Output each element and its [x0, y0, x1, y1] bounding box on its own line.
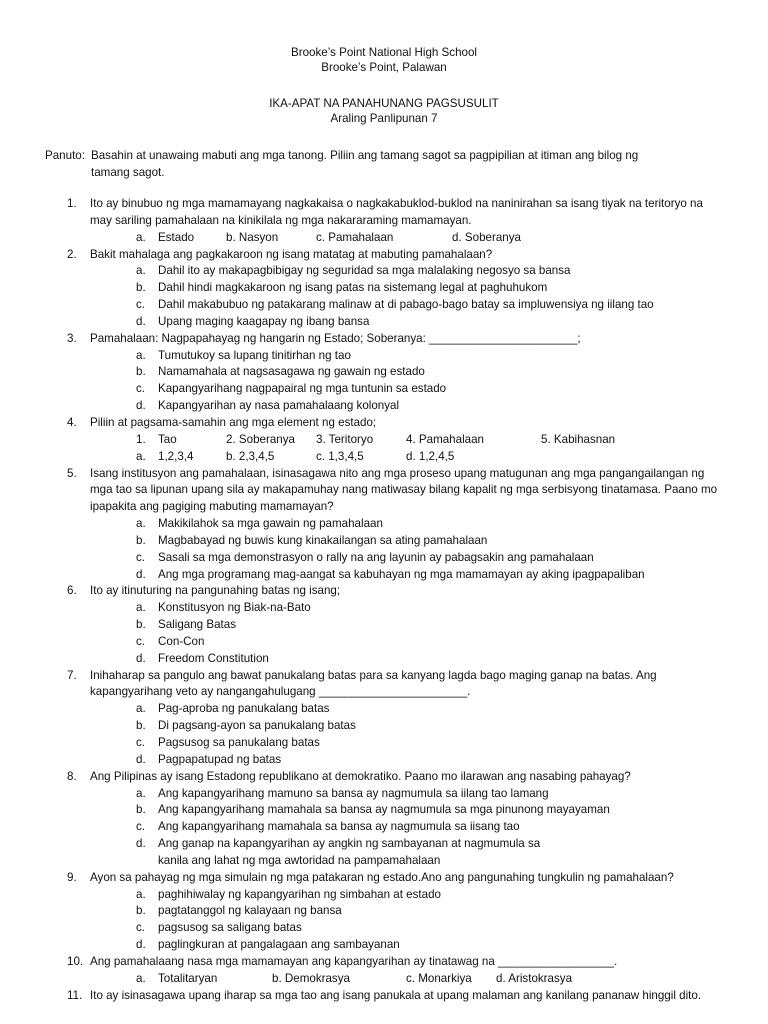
option-text: Namamahala at nagsasagawa ng gawain ng estado [158, 365, 425, 379]
option-item [0, 617, 768, 634]
question-stem: Ito ay itinuturing na pangunahing batas ng isang; [90, 584, 341, 598]
option-text: Dahil hindi magkakaroon ng isang patas na sistemang legal at paghuhukom [158, 281, 548, 295]
instructions [45, 147, 725, 181]
option-item [0, 819, 768, 836]
option-item [0, 651, 768, 668]
option-letter: d. [136, 837, 146, 851]
exam-header [0, 96, 768, 126]
option-item [0, 786, 768, 803]
question-stem: Ang pamahalaang nasa mga mamamayan ang kapangyarihan ay tinatawag na __________________. [90, 954, 618, 968]
option-c: c. Monarkiya [406, 971, 472, 985]
question-1 [0, 196, 768, 230]
option-letter: b. [136, 281, 146, 295]
option-letter: b. [136, 618, 146, 632]
option-text: Magbabayad ng buwis kung kinakailangan sa ating pamahalaan [158, 533, 488, 547]
option-letter: a. [136, 264, 146, 278]
option-letter: b. [136, 533, 146, 547]
question-number: 7. [67, 668, 77, 682]
question-number: 10. [67, 954, 84, 968]
option-item [0, 752, 768, 769]
inline-options [0, 971, 768, 988]
option-letter: a. [136, 601, 146, 615]
option-letter: b. [136, 803, 146, 817]
option-letter: b. [136, 365, 146, 379]
option-letter: a. [136, 702, 146, 716]
option-text: Ang ganap na kapangyarihan ay angkin ng sambayanan at nagmumula sa kanila ang lahat ng mga awtoridad na pampamahalaan [158, 837, 541, 867]
question-3 [0, 331, 768, 348]
option-text: Tumutukoy sa lupang tinitirhan ng tao [158, 348, 351, 362]
option-letter: b. [136, 719, 146, 733]
school-header [0, 45, 768, 75]
option-letter: a. [136, 887, 146, 901]
option-text: Pag-aproba ng panukalang batas [158, 702, 330, 716]
option-letter: a. [136, 230, 146, 244]
option-letter: d. [136, 938, 146, 952]
question-10 [0, 954, 768, 971]
option-text: Ang kapangyarihang mamuno sa bansa ay nagmumula sa iilang tao lamang [158, 786, 549, 800]
option-letter: d. [136, 651, 146, 665]
question-list [0, 196, 768, 1005]
option-text: Saligang Batas [158, 618, 236, 632]
question-stem: Inihaharap sa pangulo ang bawat panukalang batas para sa kanyang lagda bago maging ganap na batas. Ang kapangyarihang veto ay nangangahulugang _______________________. [90, 668, 657, 699]
question-stem: Isang institusyon ang pamahalaan, isinasagawa nito ang mga proseso upang matugunan ang mga pangangailangan ng mga tao sa lipunan upang sila ay makapamuhay nang matiwasay bilang kapalit ng mga serbisyong tinatamasa. Paano mo ipapakita ang pagiging mabuting mamamayan? [90, 466, 718, 514]
option-text: Kapangyarihan ay nasa pamahalaang kolonyal [158, 399, 400, 413]
option-text: Sasali sa mga demonstrasyon o rally na ang layunin ay pabagsakin ang pamahalaan [158, 550, 594, 564]
question-2 [0, 247, 768, 264]
option-item [0, 920, 768, 937]
question-9 [0, 870, 768, 887]
exam-title: IKA-APAT NA PANAHUNANG PAGSUSULIT [269, 97, 499, 110]
element-number: 1. [136, 432, 146, 446]
option-d: d. Aristokrasya [496, 971, 573, 985]
option-item [0, 634, 768, 651]
option-letter: c. [136, 550, 146, 564]
element-choices [0, 432, 768, 449]
instructions-label: Panuto: [45, 149, 85, 162]
option-text: pagsusog sa saligang batas [158, 921, 302, 935]
option-letter: c. [136, 298, 146, 312]
option-letter: a. [136, 517, 146, 531]
option-item [0, 263, 768, 280]
question-4 [0, 415, 768, 432]
option-item [0, 533, 768, 550]
question-number: 11. [67, 988, 83, 1002]
option-item [0, 567, 768, 584]
school-name: Brooke’s Point National High School [290, 46, 478, 59]
option-c: c. Pamahalaan [316, 230, 394, 244]
option-item [0, 550, 768, 567]
element-1: Tao [158, 432, 177, 446]
option-text: Konstitusyon ng Biak-na-Bato [158, 601, 311, 615]
question-5 [0, 466, 768, 517]
option-item [0, 735, 768, 752]
question-number: 6. [67, 584, 77, 598]
option-text: Pagsusog sa panukalang batas [158, 736, 320, 749]
option-item [0, 600, 768, 617]
question-8 [0, 769, 768, 786]
question-number: 2. [67, 247, 77, 261]
option-letter: d. [136, 752, 146, 766]
option-a: Totalitaryan [158, 971, 218, 985]
option-item [0, 381, 768, 398]
option-text: Di pagsang-ayon sa panukalang batas [158, 719, 356, 733]
question-stem: Piliin at pagsama-samahin ang mga element ng estado; [90, 415, 377, 429]
option-text: paghihiwalay ng kapangyarihan ng simbahan at estado [158, 887, 441, 901]
option-letter: a. [136, 449, 146, 463]
option-item [0, 398, 768, 415]
question-number: 3. [67, 331, 77, 345]
option-text: Kapangyarihang nagpapairal ng mga tuntunin sa estado [158, 382, 447, 396]
option-letter: c. [136, 736, 146, 749]
element-2: 2. Soberanya [226, 432, 295, 446]
option-item [0, 836, 568, 870]
option-text: Pagpapatupad ng batas [158, 752, 282, 766]
option-letter: c. [136, 820, 146, 834]
option-item [0, 516, 768, 533]
question-stem: Pamahalaan: Nagpapahayag ng hangarin ng Estado; Soberanya: _______________________; [90, 331, 581, 345]
option-letter: a. [136, 786, 146, 800]
option-text: pagtatanggol ng kalayaan ng bansa [158, 904, 342, 918]
option-item [0, 314, 768, 331]
option-b: b. Demokrasya [272, 971, 350, 985]
option-text: Makikilahok sa mga gawain ng pamahalaan [158, 517, 383, 531]
option-letter: d. [136, 399, 146, 413]
option-letter: a. [136, 348, 146, 362]
option-d: d. 1,2,4,5 [406, 449, 455, 463]
option-item [0, 701, 768, 718]
option-item [0, 718, 768, 735]
question-stem: Ang Pilipinas ay isang Estadong republikano at demokratiko. Paano mo ilarawan ang nasabing pahayag? [90, 769, 631, 783]
question-number: 1. [67, 197, 77, 210]
question-stem: Bakit mahalaga ang pagkakaroon ng isang matatag at mabuting pamahalaan? [90, 247, 493, 261]
option-letter: a. [136, 971, 146, 985]
option-a: Estado [158, 230, 195, 244]
option-b: b. Nasyon [226, 230, 279, 244]
option-letter: b. [136, 904, 146, 918]
option-letter: c. [136, 634, 146, 648]
option-text: Ang kapangyarihang mamahala sa bansa ay nagmumula sa mga pinunong mayayaman [158, 803, 610, 817]
option-item [0, 364, 768, 381]
question-11 [0, 988, 768, 1005]
option-text: Dahil ito ay makapagbibigay ng seguridad sa mga malalaking negosyo sa bansa [158, 264, 571, 278]
element-4: 4. Pamahalaan [406, 432, 484, 446]
question-number: 9. [67, 870, 77, 884]
option-b: b. 2,3,4,5 [226, 449, 275, 463]
question-number: 4. [67, 415, 77, 429]
option-item [0, 802, 768, 819]
option-letter: d. [136, 314, 146, 328]
option-item [0, 937, 768, 954]
option-item [0, 903, 768, 920]
option-letter: c. [136, 921, 146, 935]
option-c: c. 1,3,4,5 [316, 449, 364, 463]
inline-options [0, 230, 768, 247]
instructions-line-1: Basahin at unawaing mabuti ang mga tanong. Piliin ang tamang sagot sa pagpipilian at itiman ang bilog ng [91, 149, 639, 162]
element-5: 5. Kabihasnan [541, 432, 616, 446]
option-text: Ang kapangyarihang mamahala sa bansa ay nagmumula sa iisang tao [158, 820, 520, 834]
subject-title: Araling Panlipunan 7 [330, 112, 438, 125]
school-address: Brooke’s Point, Palawan [321, 61, 447, 74]
question-stem: Ito ay isinasagawa upang iharap sa mga tao ang isang panukala at upang malaman ang kanilang pananaw hinggil dito. [90, 988, 702, 1002]
question-stem: Ayon sa pahayag ng mga simulain ng mga patakaran ng estado.Ano ang pangunahing tungkulin ng pamahalaan? [90, 870, 674, 884]
option-letter: c. [136, 382, 146, 396]
question-stem: Ito ay binubuo ng mga mamamayang nagkakaisa o nagkakabuklod-buklod na naninirahan sa isang tiyak na teritoryo na may sariling pamahalaan na kinikilala ng mga nakararaming mamamayan. [90, 197, 703, 227]
option-letter: d. [136, 567, 146, 581]
option-item [0, 348, 768, 365]
option-text: Con-Con [158, 634, 205, 648]
instructions-line-2: tamang sagot. [91, 166, 165, 179]
inline-options [0, 449, 768, 466]
option-text: Upang maging kaagapay ng ibang bansa [158, 314, 370, 328]
option-a: 1,2,3,4 [158, 449, 194, 463]
question-number: 8. [67, 769, 77, 783]
option-text: Dahil makabubuo ng patakarang malinaw at di pabago-bago batay sa impluwensiya ng iilang tao [158, 298, 654, 312]
option-text: Freedom Constitution [158, 651, 269, 665]
question-7 [0, 668, 768, 702]
option-text: Ang mga programang mag-aangat sa kabuhayan ng mga mamamayan ay aking ipagpapaliban [158, 567, 645, 581]
option-item [0, 887, 768, 904]
option-text: paglingkuran at pangalagaan ang sambayanan [158, 938, 400, 952]
option-item [0, 280, 768, 297]
element-3: 3. Teritoryo [316, 432, 374, 446]
option-d: d. Soberanya [452, 230, 521, 244]
option-item [0, 297, 768, 314]
question-number: 5. [67, 466, 77, 480]
question-6 [0, 583, 768, 600]
